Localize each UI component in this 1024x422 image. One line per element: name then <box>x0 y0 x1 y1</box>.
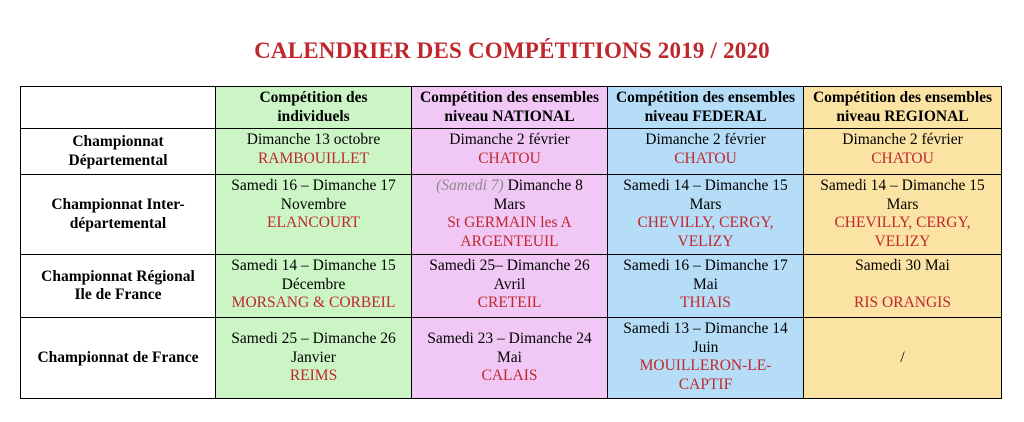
row-label-line: Championnat de France <box>37 348 199 366</box>
place-text: VELIZY <box>874 232 931 250</box>
date-text: Mars <box>886 195 919 213</box>
page-title: CALENDRIER DES COMPÉTITIONS 2019 / 2020 <box>254 38 770 63</box>
place-text: RAMBOUILLET <box>257 149 370 167</box>
place-text: THIAIS <box>680 294 731 311</box>
row-label-regional <box>21 255 216 318</box>
row-label-line: Championnat <box>72 133 164 150</box>
place-text: CHATOU <box>478 149 541 167</box>
cell-departemental-regional <box>804 129 1002 175</box>
place-text: CHEVILLY, CERGY, <box>834 214 971 231</box>
cell-departemental-individuels <box>216 129 412 175</box>
date-text: Samedi 30 Mai <box>855 257 950 274</box>
table-row <box>21 175 1002 255</box>
date-text: Samedi 14 – Dimanche 15 <box>820 177 985 194</box>
date-text: Samedi 14 – Dimanche 15 <box>623 177 788 194</box>
date-text: Samedi 25 – Dimanche 26 <box>231 330 396 347</box>
cell-interdepartemental-national <box>412 175 608 255</box>
date-text: Juin <box>692 338 719 356</box>
header-line: Compétition des ensembles <box>812 89 993 106</box>
place-text: ELANCOURT <box>267 214 360 231</box>
empty-slash: / <box>900 348 905 366</box>
cell-interdepartemental-individuels <box>216 175 412 255</box>
cell-interdepartemental-federal <box>608 175 804 255</box>
date-text: Samedi 13 – Dimanche 14 <box>623 320 788 337</box>
cell-france-regional <box>804 318 1002 399</box>
place-text: RIS ORANGIS <box>854 294 951 311</box>
blank-line <box>806 276 999 295</box>
row-label-departemental <box>21 129 216 175</box>
place-text: CAPTIF <box>678 375 733 393</box>
header-line: niveau FEDERAL <box>644 107 767 125</box>
date-text: Janvier <box>291 348 336 366</box>
table-row <box>21 255 1002 318</box>
date-text: Mai <box>693 275 718 293</box>
header-line: niveau NATIONAL <box>444 107 575 125</box>
row-label-line: Ile de France <box>74 286 162 303</box>
place-text: VELIZY <box>677 232 734 250</box>
row-label-line: Championnat Inter- <box>51 196 185 213</box>
place-text: St GERMAIN les A <box>447 214 572 231</box>
date-text: Samedi 14 – Dimanche 15 <box>231 257 396 274</box>
header-line: Compétition des ensembles <box>615 89 796 106</box>
place-text: CHEVILLY, CERGY, <box>637 214 774 231</box>
date-text: Samedi 16 – Dimanche 17 <box>231 177 396 194</box>
header-individuels <box>216 87 412 129</box>
row-label-line: départemental <box>69 214 167 232</box>
place-text: CRETEIL <box>477 294 542 311</box>
header-row <box>21 87 1002 129</box>
row-label-line: Championnat Régional <box>41 267 195 285</box>
cell-france-federal <box>608 318 804 399</box>
cell-departemental-national <box>412 129 608 175</box>
place-text: CHATOU <box>871 149 934 167</box>
header-national <box>412 87 608 129</box>
cell-regional-regional <box>804 255 1002 318</box>
table-row <box>21 129 1002 175</box>
date-text: Samedi 16 – Dimanche 17 <box>623 257 788 274</box>
cell-regional-national <box>412 255 608 318</box>
date-note: (Samedi 7) <box>436 177 504 194</box>
row-label-france <box>21 318 216 399</box>
date-text: Avril <box>493 275 526 293</box>
cell-interdepartemental-regional <box>804 175 1002 255</box>
row-label-line: Départemental <box>68 151 168 169</box>
header-line: Compétition des ensembles <box>419 89 600 106</box>
competition-calendar-table <box>20 86 1002 399</box>
date-text: Dimanche 2 février <box>842 131 963 148</box>
header-regional <box>804 87 1002 129</box>
cell-regional-individuels <box>216 255 412 318</box>
place-text: MORSANG & CORBEIL <box>231 294 396 311</box>
cell-regional-federal <box>608 255 804 318</box>
place-text: REIMS <box>289 367 338 384</box>
cell-france-individuels <box>216 318 412 399</box>
place-text: CALAIS <box>481 367 538 384</box>
table-row <box>21 318 1002 399</box>
date-text: Novembre <box>280 195 347 213</box>
date-text: Dimanche 2 février <box>645 131 766 148</box>
date-text: Samedi 23 – Dimanche 24 <box>427 330 592 347</box>
place-text: CHATOU <box>674 149 737 167</box>
date-text: Dimanche 8 <box>503 177 583 194</box>
header-line: niveau REGIONAL <box>836 107 969 125</box>
cell-france-national <box>412 318 608 399</box>
date-text: Dimanche 13 octobre <box>246 131 381 148</box>
place-text: MOUILLERON-LE- <box>639 357 772 374</box>
date-text: Décembre <box>281 275 346 293</box>
place-text: ARGENTEUIL <box>460 232 559 250</box>
header-line: Compétition des <box>259 89 368 106</box>
corner-cell <box>21 87 216 129</box>
row-label-interdepartemental <box>21 175 216 255</box>
date-text: Samedi 25– Dimanche 26 <box>429 257 590 274</box>
header-line: individuels <box>277 107 350 125</box>
date-text: Dimanche 2 février <box>449 131 570 148</box>
date-text: Mai <box>497 348 522 366</box>
cell-departemental-federal <box>608 129 804 175</box>
date-text: Mars <box>689 195 722 213</box>
header-federal <box>608 87 804 129</box>
date-text: Mars <box>493 195 526 213</box>
